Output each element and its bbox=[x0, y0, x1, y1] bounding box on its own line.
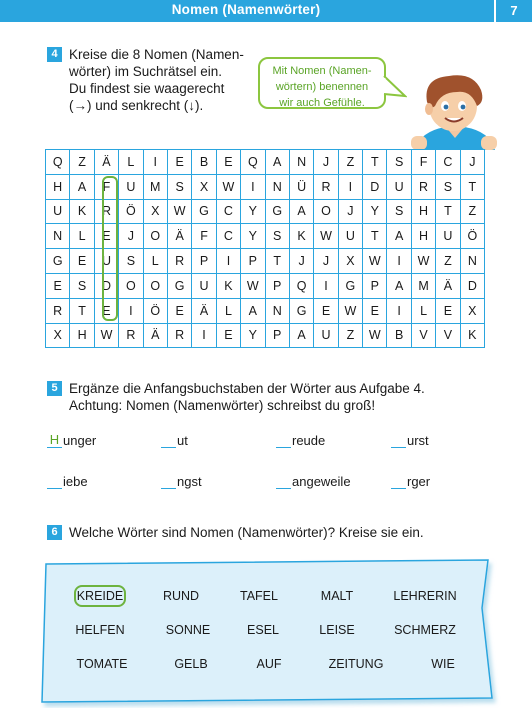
word-rest: ut bbox=[177, 433, 188, 448]
grid-cell[interactable]: G bbox=[192, 200, 216, 225]
grid-cell[interactable]: I bbox=[192, 324, 216, 349]
speech-bubble bbox=[258, 57, 386, 109]
task6-instructions: Welche Wörter sind Nomen (Namenwörter)? Kreise sie ein. bbox=[69, 525, 424, 540]
grid-cell[interactable]: I bbox=[119, 299, 143, 324]
grid-cell[interactable]: S bbox=[387, 150, 411, 175]
grid-cell[interactable]: R bbox=[168, 249, 192, 274]
grid-cell[interactable]: A bbox=[241, 299, 265, 324]
word-malt[interactable]: MALT bbox=[320, 589, 354, 603]
grid-cell[interactable]: I bbox=[314, 274, 338, 299]
grid-cell[interactable]: Ö bbox=[119, 200, 143, 225]
grid-cell[interactable]: G bbox=[266, 200, 290, 225]
grid-cell[interactable]: T bbox=[70, 299, 94, 324]
grid-cell[interactable]: S bbox=[266, 224, 290, 249]
grid-cell[interactable]: H bbox=[70, 324, 94, 349]
grid-cell[interactable]: P bbox=[241, 249, 265, 274]
word-kreide[interactable]: KREIDE bbox=[76, 589, 124, 603]
grid-cell[interactable]: E bbox=[217, 324, 241, 349]
bubble-line: wir auch Gefühle. bbox=[279, 97, 365, 109]
blank-line[interactable]: H bbox=[47, 432, 62, 448]
grid-cell[interactable]: T bbox=[266, 249, 290, 274]
grid-cell[interactable]: Z bbox=[461, 200, 485, 225]
grid-cell[interactable]: B bbox=[192, 150, 216, 175]
grid-cell[interactable]: K bbox=[290, 224, 314, 249]
grid-cell[interactable]: Ä bbox=[95, 150, 119, 175]
grid-cell[interactable]: X bbox=[192, 175, 216, 200]
word-tomate[interactable]: TOMATE bbox=[76, 657, 128, 671]
boy-illustration-icon bbox=[405, 72, 505, 150]
fill-item[interactable] bbox=[391, 432, 429, 448]
word-wie[interactable]: WIE bbox=[431, 657, 455, 671]
grid-cell[interactable]: R bbox=[314, 175, 338, 200]
task5-line: Ergänze die Anfangsbuchstaben der Wörter aus Aufgabe 4. bbox=[69, 381, 425, 396]
grid-cell[interactable]: O bbox=[119, 274, 143, 299]
grid-cell[interactable]: L bbox=[119, 150, 143, 175]
grid-cell[interactable]: E bbox=[95, 299, 119, 324]
grid-cell[interactable]: S bbox=[387, 200, 411, 225]
fill-item[interactable] bbox=[161, 473, 202, 489]
grid-cell[interactable]: I bbox=[339, 175, 363, 200]
blank-line[interactable] bbox=[161, 473, 176, 489]
grid-cell[interactable]: E bbox=[436, 299, 460, 324]
word-rest: urst bbox=[407, 433, 429, 448]
grid-cell[interactable]: J bbox=[461, 150, 485, 175]
grid-cell[interactable]: U bbox=[339, 224, 363, 249]
grid-cell[interactable]: S bbox=[70, 274, 94, 299]
grid-cell[interactable]: H bbox=[412, 224, 436, 249]
grid-cell[interactable]: V bbox=[436, 324, 460, 349]
grid-cell[interactable]: E bbox=[217, 150, 241, 175]
grid-cell[interactable]: E bbox=[46, 274, 70, 299]
grid-cell[interactable]: R bbox=[168, 324, 192, 349]
grid-cell[interactable]: Q bbox=[241, 150, 265, 175]
fill-item[interactable] bbox=[276, 432, 325, 448]
grid-cell[interactable]: K bbox=[217, 274, 241, 299]
grid-cell[interactable]: S bbox=[168, 175, 192, 200]
grid-cell[interactable]: Y bbox=[241, 224, 265, 249]
grid-cell[interactable]: V bbox=[412, 324, 436, 349]
grid-cell[interactable]: W bbox=[217, 175, 241, 200]
grid-cell[interactable]: Ä bbox=[168, 224, 192, 249]
task-number-6: 6 bbox=[47, 525, 62, 540]
word-rest: angeweile bbox=[292, 474, 351, 489]
task-number-4: 4 bbox=[47, 47, 62, 62]
word-sonne[interactable]: SONNE bbox=[165, 623, 211, 637]
grid-cell[interactable]: A bbox=[290, 200, 314, 225]
grid-cell[interactable]: I bbox=[217, 249, 241, 274]
grid-cell[interactable]: T bbox=[461, 175, 485, 200]
grid-cell[interactable]: S bbox=[436, 175, 460, 200]
grid-cell[interactable]: D bbox=[95, 274, 119, 299]
grid-cell[interactable]: F bbox=[95, 175, 119, 200]
grid-cell[interactable]: L bbox=[144, 249, 168, 274]
grid-cell[interactable]: M bbox=[412, 274, 436, 299]
grid-cell[interactable]: Z bbox=[339, 324, 363, 349]
grid-cell[interactable]: Ä bbox=[144, 324, 168, 349]
grid-cell[interactable]: T bbox=[436, 200, 460, 225]
grid-cell[interactable]: O bbox=[144, 224, 168, 249]
task4-line: (→) und senkrecht (↓). bbox=[69, 98, 204, 113]
grid-cell[interactable]: X bbox=[339, 249, 363, 274]
grid-cell[interactable]: P bbox=[363, 274, 387, 299]
grid-cell[interactable]: K bbox=[70, 200, 94, 225]
grid-cell[interactable]: X bbox=[461, 299, 485, 324]
grid-cell[interactable]: W bbox=[339, 299, 363, 324]
blank-line[interactable] bbox=[276, 432, 291, 448]
grid-cell[interactable]: C bbox=[217, 200, 241, 225]
grid-cell[interactable]: G bbox=[168, 274, 192, 299]
page-title: Nomen (Namenwörter) bbox=[171, 2, 321, 17]
grid-cell[interactable]: U bbox=[192, 274, 216, 299]
grid-cell[interactable]: D bbox=[363, 175, 387, 200]
grid-cell[interactable]: J bbox=[290, 249, 314, 274]
grid-cell[interactable]: W bbox=[95, 324, 119, 349]
fill-item[interactable] bbox=[276, 473, 351, 489]
word-gelb[interactable]: GELB bbox=[174, 657, 208, 671]
grid-cell[interactable]: U bbox=[387, 175, 411, 200]
grid-cell[interactable]: I bbox=[241, 175, 265, 200]
grid-cell[interactable]: Y bbox=[241, 324, 265, 349]
speech-bubble-tail bbox=[383, 74, 407, 100]
word-rest: reude bbox=[292, 433, 326, 448]
word-schmerz[interactable]: SCHMERZ bbox=[394, 623, 456, 637]
task4-instructions bbox=[69, 46, 244, 114]
grid-cell[interactable]: L bbox=[70, 224, 94, 249]
grid-cell[interactable]: F bbox=[412, 150, 436, 175]
grid-cell[interactable]: Ü bbox=[290, 175, 314, 200]
grid-cell[interactable]: W bbox=[314, 224, 338, 249]
grid-cell[interactable]: L bbox=[217, 299, 241, 324]
grid-cell[interactable]: M bbox=[144, 175, 168, 200]
grid-cell[interactable]: Ö bbox=[461, 224, 485, 249]
header-bar bbox=[0, 0, 532, 22]
grid-cell[interactable]: N bbox=[266, 299, 290, 324]
grid-cell[interactable]: C bbox=[217, 224, 241, 249]
word-rest: iebe bbox=[63, 474, 88, 489]
grid-cell[interactable]: J bbox=[119, 224, 143, 249]
grid-cell[interactable]: J bbox=[314, 249, 338, 274]
grid-cell[interactable]: J bbox=[339, 200, 363, 225]
grid-cell[interactable]: R bbox=[46, 299, 70, 324]
grid-cell[interactable]: J bbox=[314, 150, 338, 175]
grid-cell[interactable]: Z bbox=[339, 150, 363, 175]
grid-cell[interactable]: O bbox=[144, 274, 168, 299]
blank-line[interactable] bbox=[276, 473, 291, 489]
fill-item[interactable] bbox=[391, 473, 430, 489]
grid-cell[interactable]: A bbox=[266, 150, 290, 175]
grid-cell[interactable]: Ä bbox=[436, 274, 460, 299]
grid-cell[interactable]: W bbox=[363, 324, 387, 349]
grid-cell[interactable]: Y bbox=[241, 200, 265, 225]
grid-cell[interactable]: E bbox=[168, 150, 192, 175]
blank-line[interactable] bbox=[161, 432, 176, 448]
word-helfen[interactable]: HELFEN bbox=[75, 623, 125, 637]
grid-cell[interactable]: H bbox=[46, 175, 70, 200]
grid-cell[interactable]: W bbox=[412, 249, 436, 274]
grid-cell[interactable]: I bbox=[387, 299, 411, 324]
task5-line: Achtung: Nomen (Namenwörter) schreibst du groß! bbox=[69, 398, 376, 413]
grid-cell[interactable]: B bbox=[387, 324, 411, 349]
grid-cell[interactable]: A bbox=[70, 175, 94, 200]
grid-cell[interactable]: L bbox=[412, 299, 436, 324]
fill-item[interactable] bbox=[47, 432, 96, 448]
word-rund[interactable]: RUND bbox=[162, 589, 200, 603]
word-esel[interactable]: ESEL bbox=[247, 623, 279, 637]
circled-word-freude bbox=[102, 176, 118, 321]
grid-cell[interactable]: T bbox=[363, 150, 387, 175]
blank-line[interactable] bbox=[391, 432, 406, 448]
bubble-line: Mit Nomen (Namen- bbox=[272, 65, 372, 77]
grid-cell[interactable]: T bbox=[363, 224, 387, 249]
grid-cell[interactable]: S bbox=[119, 249, 143, 274]
grid-cell[interactable]: A bbox=[387, 224, 411, 249]
task-number-5: 5 bbox=[47, 381, 62, 396]
grid-cell[interactable]: P bbox=[192, 249, 216, 274]
grid-cell[interactable]: E bbox=[314, 299, 338, 324]
task4-line: Du findest sie waagerecht bbox=[69, 81, 225, 96]
grid-cell[interactable]: N bbox=[46, 224, 70, 249]
grid-cell[interactable]: O bbox=[314, 200, 338, 225]
grid-cell[interactable]: Q bbox=[290, 274, 314, 299]
grid-cell[interactable]: R bbox=[95, 200, 119, 225]
grid-cell[interactable]: N bbox=[461, 249, 485, 274]
blank-line[interactable] bbox=[391, 473, 406, 489]
grid-cell[interactable]: P bbox=[266, 274, 290, 299]
word-leise[interactable]: LEISE bbox=[319, 623, 355, 637]
grid-cell[interactable]: Y bbox=[363, 200, 387, 225]
grid-cell[interactable]: F bbox=[192, 224, 216, 249]
grid-cell[interactable]: I bbox=[387, 249, 411, 274]
grid-cell[interactable]: Z bbox=[70, 150, 94, 175]
word-auf[interactable]: AUF bbox=[256, 657, 282, 671]
grid-cell[interactable]: X bbox=[46, 324, 70, 349]
grid-cell[interactable]: W bbox=[241, 274, 265, 299]
grid-cell[interactable]: A bbox=[387, 274, 411, 299]
blank-line[interactable] bbox=[47, 473, 62, 489]
grid-cell[interactable]: D bbox=[461, 274, 485, 299]
grid-cell[interactable]: G bbox=[46, 249, 70, 274]
word-rest: rger bbox=[407, 474, 431, 489]
grid-cell[interactable]: U bbox=[119, 175, 143, 200]
grid-cell[interactable]: H bbox=[412, 200, 436, 225]
grid-cell[interactable]: K bbox=[461, 324, 485, 349]
word-rest: ngst bbox=[177, 474, 202, 489]
task5-instructions bbox=[69, 380, 425, 414]
grid-cell[interactable]: A bbox=[290, 324, 314, 349]
grid-cell[interactable]: N bbox=[290, 150, 314, 175]
grid-cell[interactable]: R bbox=[412, 175, 436, 200]
grid-cell[interactable]: Q bbox=[46, 150, 70, 175]
grid-cell[interactable]: I bbox=[144, 150, 168, 175]
grid-cell[interactable]: E bbox=[95, 224, 119, 249]
grid-cell[interactable]: X bbox=[144, 200, 168, 225]
grid-cell[interactable]: E bbox=[70, 249, 94, 274]
grid-cell[interactable]: U bbox=[46, 200, 70, 225]
word-tafel[interactable]: TAFEL bbox=[240, 589, 278, 603]
fill-item[interactable] bbox=[161, 432, 188, 448]
word-rest: unger bbox=[63, 433, 97, 448]
grid-cell[interactable]: W bbox=[168, 200, 192, 225]
grid-cell[interactable]: G bbox=[339, 274, 363, 299]
fill-item[interactable] bbox=[47, 473, 88, 489]
word-lehrerin[interactable]: LEHRERIN bbox=[393, 589, 457, 603]
grid-cell[interactable]: N bbox=[266, 175, 290, 200]
grid-cell[interactable]: C bbox=[436, 150, 460, 175]
grid-cell[interactable]: G bbox=[290, 299, 314, 324]
grid-cell[interactable]: E bbox=[168, 299, 192, 324]
task4-line: Kreise die 8 Nomen (Namen- bbox=[69, 47, 244, 62]
page-number: 7 bbox=[494, 0, 532, 22]
circled-word-kreide bbox=[74, 585, 126, 607]
grid-cell[interactable]: Ä bbox=[192, 299, 216, 324]
grid-cell[interactable]: R bbox=[119, 324, 143, 349]
grid-cell[interactable]: W bbox=[363, 249, 387, 274]
bubble-line: wörtern) benennen bbox=[275, 81, 369, 93]
grid-cell[interactable]: U bbox=[436, 224, 460, 249]
grid-cell[interactable]: U bbox=[95, 249, 119, 274]
grid-cell[interactable]: P bbox=[266, 324, 290, 349]
grid-cell[interactable]: E bbox=[363, 299, 387, 324]
grid-cell[interactable]: Ö bbox=[144, 299, 168, 324]
grid-cell[interactable]: Z bbox=[436, 249, 460, 274]
task4-line: wörter) im Suchrätsel ein. bbox=[69, 64, 223, 79]
word-zeitung[interactable]: ZEITUNG bbox=[328, 657, 384, 671]
grid-cell[interactable]: U bbox=[314, 324, 338, 349]
